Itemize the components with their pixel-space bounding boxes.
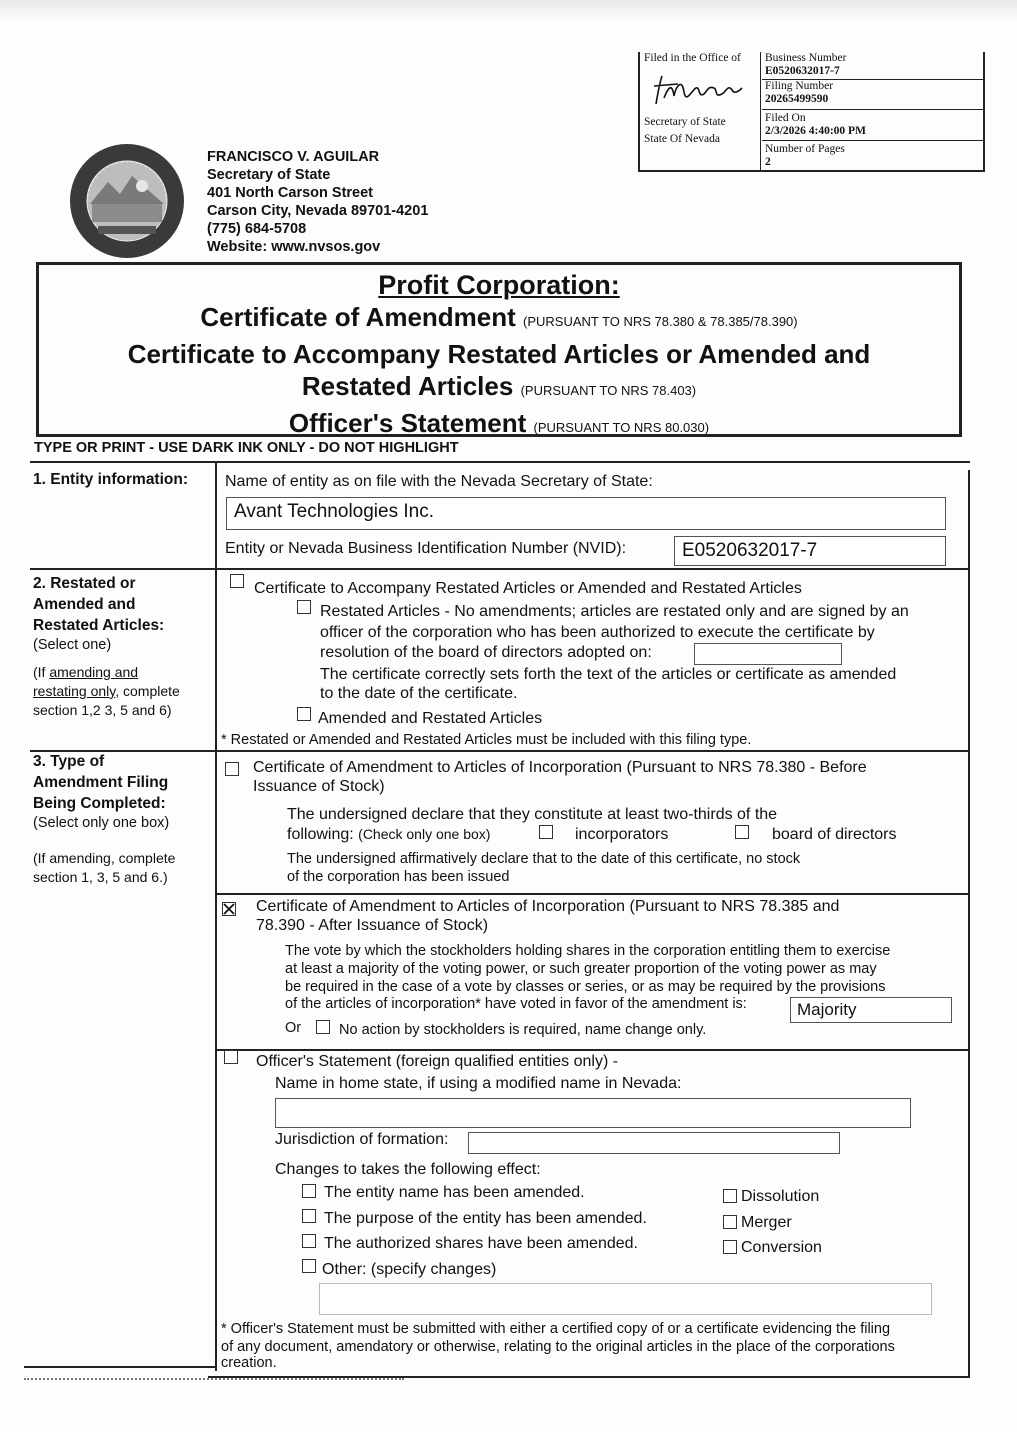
section3-label-l1: 3. Type of [33,753,105,770]
note-underlined-2: restating only [33,683,116,699]
filed-on-label: Filed On [765,112,806,124]
title-line2-note: (PURSUANT TO NRS 78.380 & 78.385/78.390) [523,314,798,329]
checkbox-amended-restated[interactable] [297,707,311,721]
vote-line3: be required in the case of a vote by classes or series, or as may be required by the provisions [285,979,886,995]
title-line4-text: Restated Articles [301,371,514,401]
ink-instructions: TYPE OR PRINT - USE DARK INK ONLY - DO NOT HIGHLIGHT [34,440,459,456]
pages-value: 2 [765,156,771,168]
filed-on-value: 2/3/2026 4:40:00 PM [765,125,866,137]
filing-office-cell [640,52,761,170]
affirm-line2: of the corporation has been issued [287,869,510,885]
form-title-line5 [39,407,959,444]
form-title-line4 [39,370,959,407]
entity-name-prompt: Name of entity as on file with the Nevada Secretary of State: [225,473,653,490]
option-restated-l4: The certificate correctly sets forth the text of the articles or certificate as amended [320,666,897,683]
officer-note-l1: * Officer's Statement must be submitted with either a certified copy of or a certificate evidencing the filing [221,1321,891,1337]
declare-line2 [287,824,490,845]
or-label: Or [285,1020,302,1036]
checkbox-restated[interactable] [297,600,311,614]
incorporators-label: incorporators [575,826,669,843]
note-prefix: (If [33,664,50,680]
after-issuance-l1: Certificate of Amendment to Articles of Incorporation (Pursuant to NRS 78.385 and [256,898,840,915]
checkbox-merger[interactable] [723,1215,737,1229]
dissolution-label: Dissolution [741,1188,820,1205]
checkbox-change-purpose[interactable] [302,1209,316,1223]
option-restated-l2: officer of the corporation who has been authorized to execute the certificate by [320,624,875,641]
form-title-line2 [39,301,959,338]
section1-label: 1. Entity information: [33,471,188,488]
form-title-main: Profit Corporation: [378,270,620,300]
section2-label-l3: Restated Articles: [33,617,165,634]
business-number-cell [762,52,983,80]
office-title: Secretary of State [207,167,331,183]
page-top-shade [0,0,1017,22]
checkbox-change-name[interactable] [302,1184,316,1198]
filing-number-value: 20265499590 [765,93,829,105]
section3-note-l1: (If amending, complete [33,850,176,866]
title-line5-note: (PURSUANT TO NRS 80.030) [533,420,710,435]
checkbox-dissolution[interactable] [723,1189,737,1203]
office-name: FRANCISCO V. AGUILAR [207,149,380,165]
rule-after-before-option [215,893,970,895]
title-line4-note: (PURSUANT TO NRS 78.403) [520,383,697,398]
office-website: Website: www.nvsos.gov [207,239,381,255]
declare-line1: The undersigned declare that they constitute at least two-thirds of the [287,806,778,823]
after-issuance-l2: 78.390 - After Issuance of Stock) [256,917,489,934]
declare-check-note: (Check only one box) [358,826,491,842]
option-restated-l3: resolution of the board of directors adopted on: [320,644,652,661]
board-label: board of directors [772,826,897,843]
nvid-prompt: Entity or Nevada Business Identification Number (NVID): [225,540,627,557]
checkbox-officer-statement[interactable] [224,1050,238,1064]
filing-number-cell [762,80,983,110]
option-restated-l1: Restated Articles - No amendments; articles are restated only and are signed by an [320,603,909,620]
checkbox-board[interactable] [735,825,749,839]
vote-line1: The vote by which the stockholders holding shares in the corporation entitling them to exercise [285,943,891,959]
title-line2-text: Certificate of Amendment [200,302,516,332]
signature-image [648,68,752,110]
office-phone: (775) 684-5708 [207,221,307,237]
checkmark-x-icon [223,903,235,915]
resolution-date-field[interactable] [694,643,842,665]
section2-label-l1: 2. Restated or [33,575,136,592]
rule-bottom-left [24,1366,216,1368]
checkbox-incorporators[interactable] [539,825,553,839]
section2-select-note: (Select one) [33,637,112,653]
checkbox-change-shares[interactable] [302,1234,316,1248]
jurisdiction-field[interactable] [468,1132,840,1154]
secretary-line2: State Of Nevada [644,133,720,145]
option-restated-l5: to the date of the certificate. [320,685,518,702]
option-accompany-label: Certificate to Accompany Restated Articles or Amended and Restated Articles [254,580,802,597]
section3-select-note: (Select only one box) [33,815,170,831]
office-street: 401 North Carson Street [207,185,373,201]
change-purpose-label: The purpose of the entity has been amended. [324,1210,647,1227]
rule-right [968,470,970,1378]
section2-note-l3: section 1,2 3, 5 and 6) [33,702,172,718]
vote-line4: of the articles of incorporation* have voted in favor of the amendment is: [285,996,747,1012]
officer-note-l2: of any document, amendatory or otherwise, relating to the original articles in the place of the corporations [221,1339,895,1355]
form-title-box [36,262,962,437]
officer-note-l3: creation. [221,1355,277,1371]
note-underlined-1: amending and [49,664,139,680]
vote-value-field[interactable]: Majority [790,997,952,1023]
other-changes-field[interactable] [319,1283,932,1315]
office-city: Carson City, Nevada 89701-4201 [207,203,429,219]
section3-label-l2: Amendment Filing [33,774,169,791]
section3-label-l3: Being Completed: [33,795,166,812]
checkbox-conversion[interactable] [723,1240,737,1254]
home-state-prompt: Name in home state, if using a modified name in Nevada: [275,1075,682,1092]
officer-statement-title: Officer's Statement (foreign qualified entities only) - [256,1053,619,1070]
business-number-label: Business Number [765,52,847,64]
entity-name-field[interactable]: Avant Technologies Inc. [226,497,946,530]
changes-prompt: Changes to takes the following effect: [275,1161,541,1178]
section3-note-l2: section 1, 3, 5 and 6.) [33,869,168,885]
rule-top [30,461,970,463]
section2-footnote: * Restated or Amended and Restated Articles must be included with this filing type. [221,732,752,748]
change-name-label: The entity name has been amended. [324,1184,585,1201]
note-suffix: , complete [115,683,180,699]
no-action-label: No action by stockholders is required, name change only. [339,1022,707,1038]
pages-label: Number of Pages [765,143,845,155]
before-issuance-l1: Certificate of Amendment to Articles of Incorporation (Pursuant to NRS 78.380 - Before [253,759,867,776]
affirm-line1: The undersigned affirmatively declare that to the date of this certificate, no stock [287,851,801,867]
jurisdiction-prompt: Jurisdiction of formation: [275,1131,449,1148]
checkbox-accompany[interactable] [230,574,244,588]
section3-label-block [33,751,175,887]
vote-line2: at least a majority of the voting power, or such greater proportion of the voting power as may [285,961,877,977]
filed-on-cell [762,110,983,141]
cropped-footer-text [24,1378,404,1384]
checkbox-no-action[interactable] [316,1020,330,1034]
checkbox-after-issuance[interactable] [222,902,236,916]
secretary-line1: Secretary of State [644,116,726,128]
section2-label-block [33,573,180,720]
title-line5-text: Officer's Statement [288,408,527,438]
pages-cell [762,141,983,170]
rule-section2 [30,568,970,570]
office-address-block [207,148,428,256]
filing-number-label: Filing Number [765,80,834,92]
section2-label-l2: Amended and [33,596,136,613]
merger-label: Merger [741,1214,792,1231]
filed-in-office-label: Filed in the Office of [644,52,741,64]
checkbox-before-issuance[interactable] [225,762,239,776]
conversion-label: Conversion [741,1239,822,1256]
nvid-field[interactable]: E0520632017-7 [674,536,946,566]
business-number-value: E0520632017-7 [765,65,840,77]
declare-following: following: [287,826,354,843]
option-amended-restated-label: Amended and Restated Articles [318,710,543,727]
checkbox-change-other[interactable] [302,1259,316,1273]
change-other-label: Other: (specify changes) [322,1261,497,1278]
change-shares-label: The authorized shares have been amended. [324,1235,638,1252]
section2-note-l2 [33,682,180,701]
section2-note-l1 [33,663,180,682]
rule-column-divider [215,461,217,1371]
form-title-line3: Certificate to Accompany Restated Articles or Amended and [127,339,871,369]
rule-officer [215,1049,970,1051]
nevada-seal-logo [68,142,186,260]
before-issuance-l2: Issuance of Stock) [253,778,385,795]
home-state-name-field[interactable] [275,1098,911,1128]
filing-stamp-box [638,52,985,172]
